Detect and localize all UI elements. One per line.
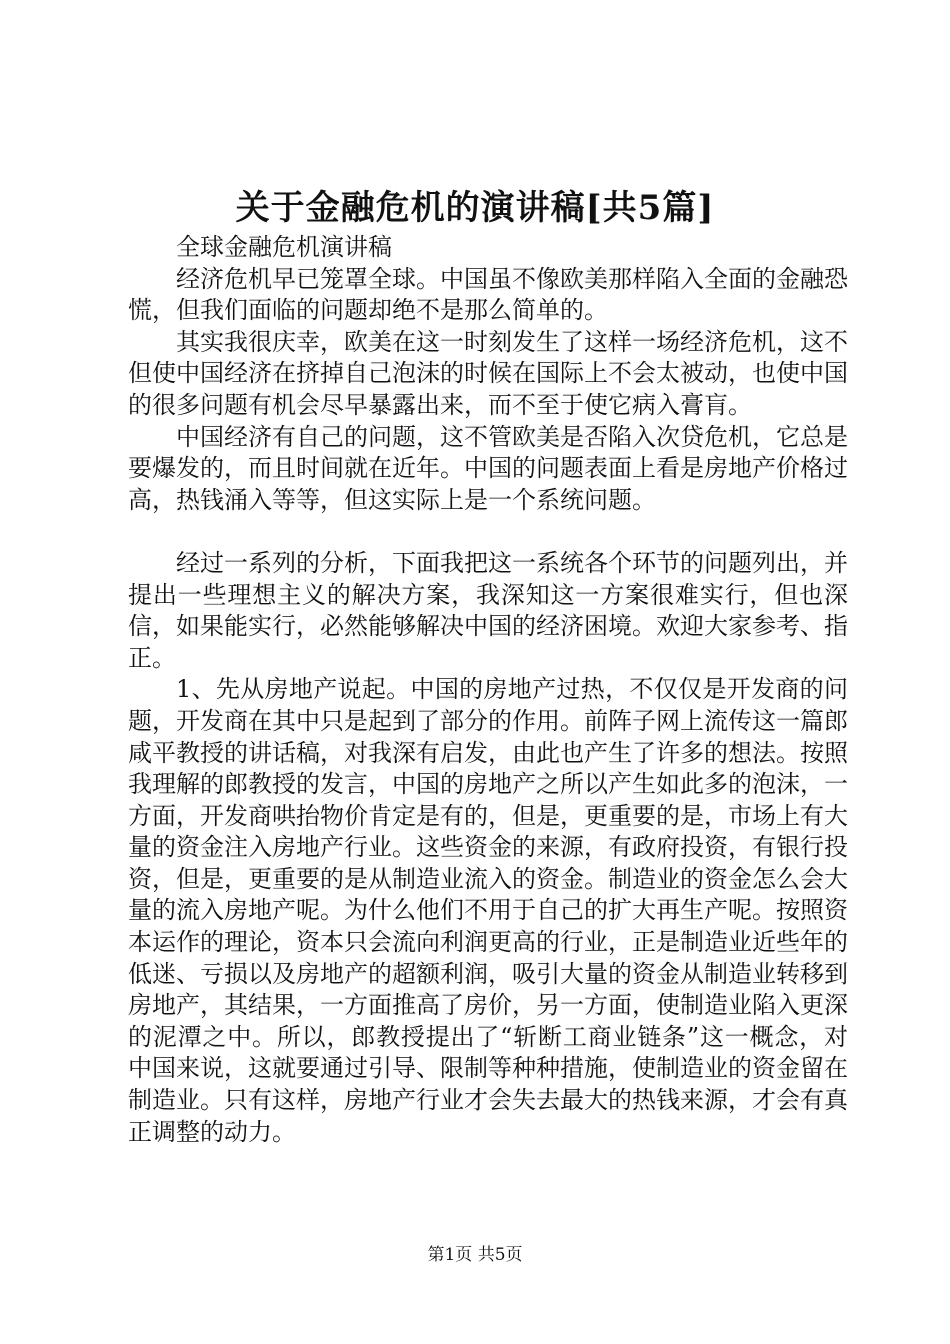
paragraph-2: 其实我很庆幸，欧美在这一时刻发生了这样一场经济危机，这不但使中国经济在挤掉自己泡沫的时候在国际上不会太被动，也使中国的很多问题有机会尽早暴露出来，而不至于使它病入膏肓。 [128, 327, 848, 419]
page-number-footer: 第1页 共5页 [427, 1245, 523, 1265]
paragraph-5: 1、先从房地产说起。中国的房地产过热，不仅仅是开发商的问题，开发商在其中只是起到了部分的作用。前阵子网上流传这一篇郎咸平教授的讲话稿，对我深有启发，由此也产生了许多的想法。按照我理解的郎教授的发言，中国的房地产之所以产生如此多的泡沫，一方面，开发商哄抬物价肯定是有的，但是，更重要的是，市场上有大量的资金注入房地产行业。这些资金的来源，有政府投资，有银行投资，但是，更重要的是从制造业流入的资金。制造业的资金怎么会大量的流入房地产呢。为什么他们不用于自己的扩大再生产呢。按照资本运作的理论，资本只会流向利润更高的行业，正是制造业近些年的低迷、亏损以及房地产的超额利润，吸引大量的资金从制造业转移到房地产，其结果，一方面推高了房价，另一方面，使制造业陷入更深的泥潭之中。所以，郎教授提出了“斩断工商业链条”这一概念，对中国来说，这就要通过引导、限制等种种措施，使制造业的资金留在制造业。只有这样，房地产行业才会失去最大的热钱来源，才会有真正调整的动力。 [128, 675, 848, 1146]
document-body [128, 232, 848, 1148]
paragraph-subtitle: 全球金融危机演讲稿 [176, 233, 392, 261]
paragraph-3: 中国经济有自己的问题，这不管欧美是否陷入次贷危机，它总是要爆发的，而且时间就在近年。中国的问题表面上看是房地产价格过高，热钱涌入等等，但这实际上是一个系统问题。 [128, 422, 848, 514]
paragraph-4: 经过一系列的分析，下面我把这一系统各个环节的问题列出，并提出一些理想主义的解决方案，我深知这一方案很难实行，但也深信，如果能实行，必然能够解决中国的经济困境。欢迎大家参考、指正。 [128, 548, 848, 672]
paragraph-1: 经济危机早已笼罩全球。中国虽不像欧美那样陷入全面的金融恐慌，但我们面临的问题却绝不是那么简单的。 [128, 264, 848, 325]
document-title: 关于金融危机的演讲稿[共5篇] [235, 188, 715, 228]
